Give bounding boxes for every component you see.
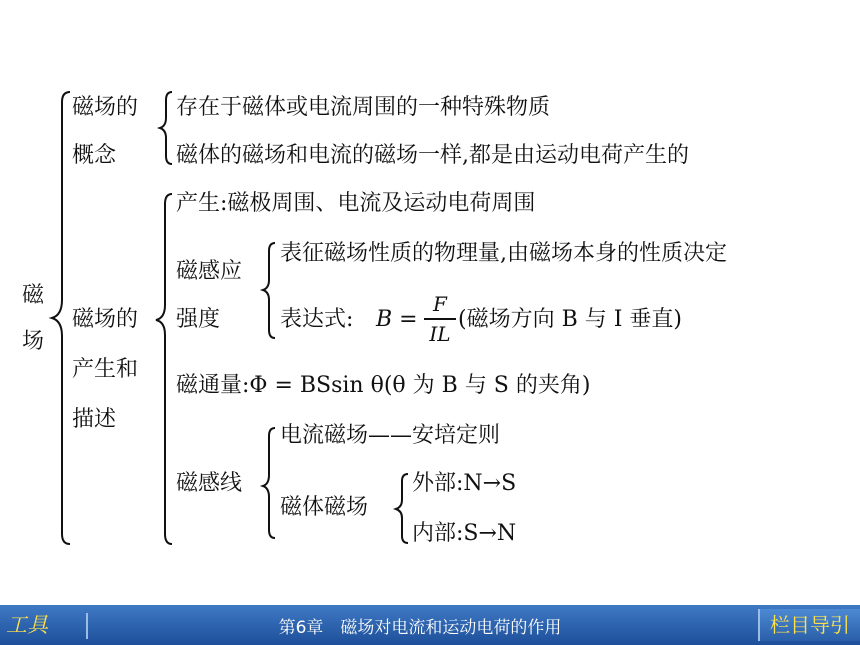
induction-definition: 表征磁场性质的物理量,由磁场本身的性质决定 xyxy=(280,241,727,266)
root-brace xyxy=(52,92,70,544)
induction-brace xyxy=(263,243,275,338)
concept-item-2: 磁体的磁场和电流的磁场一样,都是由运动电荷产生的 xyxy=(176,143,689,168)
formula-denominator: IL xyxy=(429,322,451,346)
lines-magnet-label: 磁体磁场 xyxy=(280,495,369,520)
lines-current: 电流磁场——安培定则 xyxy=(280,423,501,448)
concept-item-1: 存在于磁体或电流周围的一种特殊物质 xyxy=(176,95,551,120)
concept-brace xyxy=(160,92,172,164)
footer-divider xyxy=(86,613,88,639)
describe-label-1: 磁场的 xyxy=(72,307,139,332)
formula-prefix: 表达式: xyxy=(280,307,354,332)
concept-label-2: 概念 xyxy=(72,143,117,168)
navigation-button[interactable]: 栏目导引 xyxy=(758,609,860,641)
concept-label-1: 磁场的 xyxy=(72,95,139,120)
formula-numerator: F xyxy=(433,292,447,316)
footer-bar xyxy=(0,605,860,645)
root-label-2: 场 xyxy=(22,329,45,354)
lines-label: 磁感线 xyxy=(176,471,243,496)
formula-lhs: B = xyxy=(376,307,418,332)
induction-label-2: 强度 xyxy=(176,307,221,332)
lines-outside: 外部:N→S xyxy=(412,471,517,496)
magnet-brace xyxy=(396,474,408,543)
formula-note: (磁场方向 B 与 I 垂直) xyxy=(458,307,682,332)
fraction-bar xyxy=(424,318,456,320)
origin-text: 产生:磁极周围、电流及运动电荷周围 xyxy=(176,191,536,216)
root-label-1: 磁 xyxy=(22,283,45,308)
tools-button[interactable]: 工具 xyxy=(6,613,48,637)
describe-brace xyxy=(156,194,172,544)
lines-inside: 内部:S→N xyxy=(412,521,517,546)
lines-brace xyxy=(263,428,275,538)
induction-label-1: 磁感应 xyxy=(176,259,243,284)
flux-text: 磁通量:Φ = BSsin θ(θ 为 B 与 S 的夹角) xyxy=(176,373,591,398)
describe-label-2: 产生和 xyxy=(72,357,139,382)
describe-label-3: 描述 xyxy=(72,407,117,432)
chapter-title: 第6章 磁场对电流和运动电荷的作用 xyxy=(278,618,562,638)
